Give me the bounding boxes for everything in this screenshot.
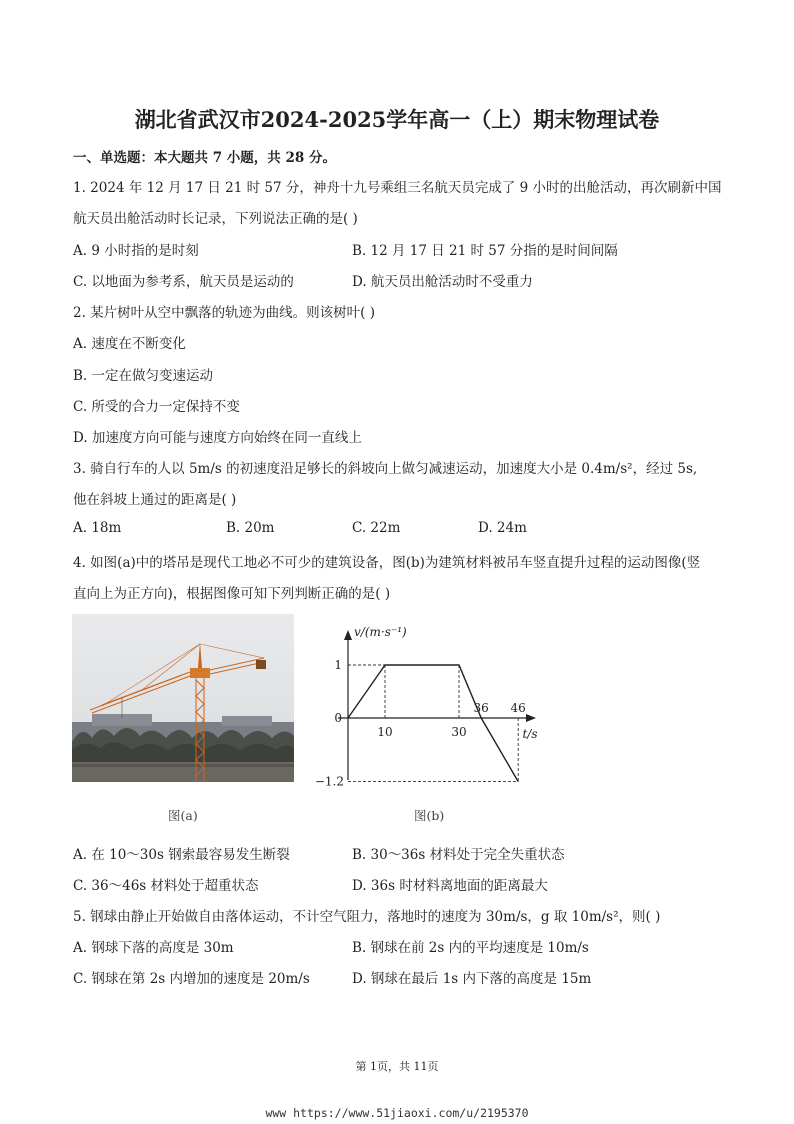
- q3-option-d: D. 24m: [478, 520, 527, 536]
- y-axis-arrow: [344, 630, 352, 640]
- x-tick-30: 30: [451, 725, 467, 739]
- x-tick-46: 46: [510, 701, 526, 715]
- y-tick-0: 0: [334, 711, 342, 725]
- q5-option-a: A. 钢球下落的高度是 30m: [73, 940, 234, 956]
- q3-option-b: B. 20m: [226, 520, 275, 536]
- q5-stem: 5. 钢球由静止开始做自由落体运动，不计空气阻力，落地时的速度为 30m/s，g 取 10m/s²，则( ): [73, 909, 661, 925]
- q2-stem: 2. 某片树叶从空中飘落的轨迹为曲线。则该树叶( ): [73, 305, 375, 321]
- x-tick-10: 10: [377, 725, 393, 739]
- q4-option-b: B. 30～36s 材料处于完全失重状态: [352, 847, 565, 863]
- x-tick-36: 36: [473, 701, 489, 715]
- q5-option-c: C. 钢球在第 2s 内增加的速度是 20m/s: [73, 971, 310, 987]
- y-axis-label: v/(m·s⁻¹): [354, 625, 407, 639]
- figure-b-caption: 图(b): [414, 808, 445, 823]
- y-tick-neg: −1.2: [314, 774, 344, 789]
- q2-option-c: C. 所受的合力一定保持不变: [73, 399, 240, 415]
- q2-option-b: B. 一定在做匀变速运动: [73, 368, 214, 384]
- q4-option-d: D. 36s 时材料离地面的距离最大: [352, 878, 548, 894]
- y-tick-1: 1: [334, 658, 342, 672]
- page-footer: 第 1页，共 11页: [355, 1060, 439, 1073]
- q1-option-b: B. 12 月 17 日 21 时 57 分指的是时间间隔: [352, 243, 618, 259]
- vt-series-line: [348, 665, 518, 782]
- q1-option-d: D. 航天员出舱活动时不受重力: [352, 274, 533, 290]
- figure-a-caption: 图(a): [168, 808, 198, 823]
- x-axis-label: t/s: [522, 727, 538, 741]
- q2-option-d: D. 加速度方向可能与速度方向始终在同一直线上: [73, 430, 362, 446]
- q1-option-a: A. 9 小时指的是时刻: [73, 243, 199, 259]
- q3-option-a: A. 18m: [73, 520, 122, 536]
- q3-stem-line1: 3. 骑自行车的人以 5m/s 的初速度沿足够长的斜坡向上做匀减速运动，加速度大小是 0.4m/s²，经过 5s,: [73, 461, 698, 477]
- vt-graph: [300, 612, 550, 792]
- section-heading: 一、单选题：本大题共 7 小题，共 28 分。: [73, 150, 336, 166]
- q3-option-c: C. 22m: [352, 520, 401, 536]
- q3-stem-line2: 他在斜坡上通过的距离是( ): [73, 492, 237, 508]
- x-axis-arrow: [526, 714, 536, 722]
- page-title: 湖北省武汉市2024-2025学年高一（上）期末物理试卷: [134, 107, 660, 132]
- q1-option-c: C. 以地面为参考系，航天员是运动的: [73, 274, 294, 290]
- tower-crane-photo: [72, 614, 294, 782]
- q5-option-b: B. 钢球在前 2s 内的平均速度是 10m/s: [352, 940, 589, 956]
- q1-stem-line1: 1. 2024 年 12 月 17 日 21 时 57 分，神舟十九号乘组三名航天员完成了 9 小时的出舱活动，再次刷新中国: [73, 180, 722, 196]
- watermark-url[interactable]: www https://www.51jiaoxi.com/u/2195370: [265, 1106, 529, 1120]
- q4-stem-line2: 直向上为正方向)，根据图像可知下列判断正确的是( ): [73, 586, 391, 602]
- q4-option-c: C. 36～46s 材料处于超重状态: [73, 878, 259, 894]
- q4-stem-line1: 4. 如图(a)中的塔吊是现代工地必不可少的建筑设备，图(b)为建筑材料被吊车竖直提升过程的运动图像(竖: [73, 555, 701, 571]
- q1-stem-line2: 航天员出舱活动时长记录，下列说法正确的是( ): [73, 211, 358, 227]
- q5-option-d: D. 钢球在最后 1s 内下落的高度是 15m: [352, 971, 592, 987]
- q4-option-a: A. 在 10～30s 钢索最容易发生断裂: [73, 847, 290, 863]
- q2-option-a: A. 速度在不断变化: [73, 336, 186, 352]
